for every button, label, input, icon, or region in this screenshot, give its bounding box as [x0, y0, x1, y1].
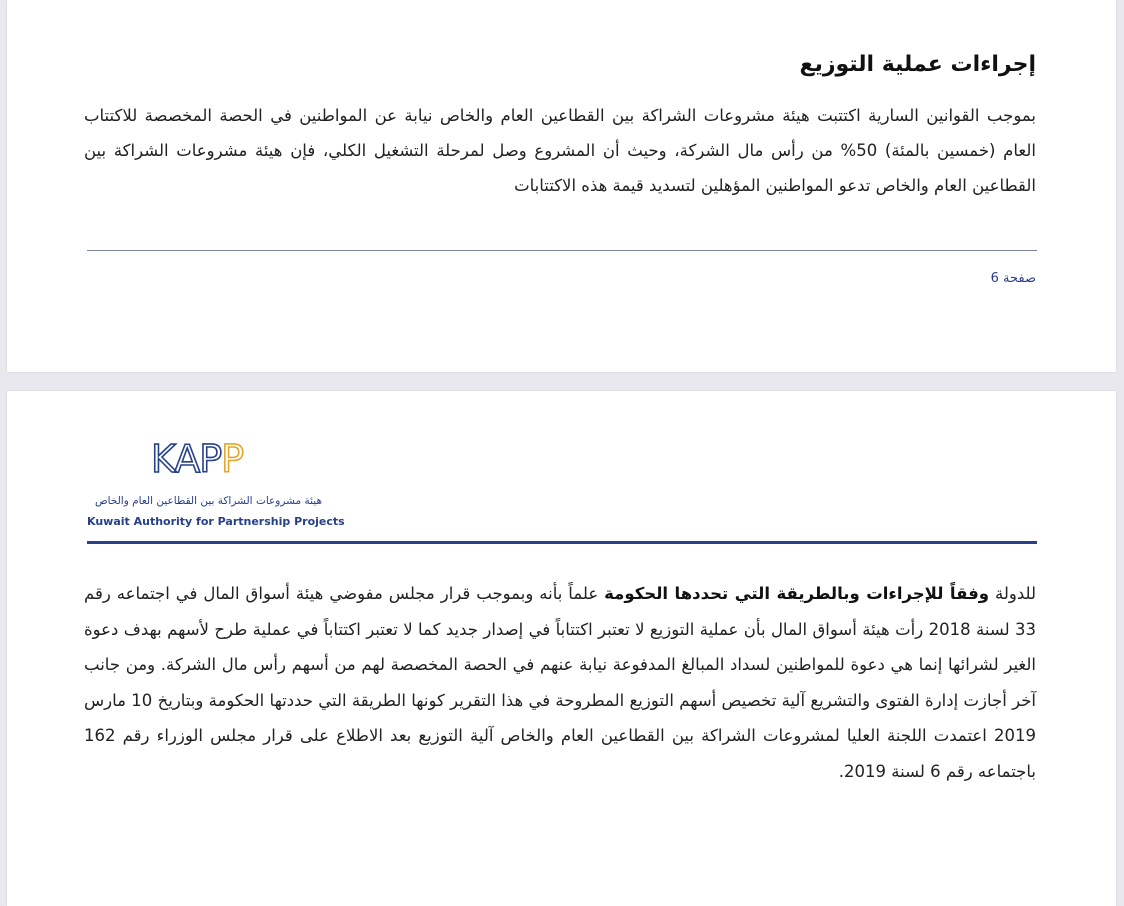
kapp-logo: [151, 437, 244, 481]
paragraph-start: للدولة: [989, 584, 1036, 603]
page-number: صفحة 6: [990, 271, 1036, 286]
body-paragraph: بموجب القوانين السارية اكتتبت هيئة مشروعات الشراكة بين القطاعين العام والخاص نيابة عن المواطنين في الحصة المخصصة للاكتتاب العام (خمسين بالمئة) 50% من رأس مال الشركة، وحيث أن المشروع وصل لمرحلة التشغيل الكلي، فإن هيئة مشروعات الشراكة بين القطاعين العام والخاص تدعو المواطنين المؤهلين لتسديد قيمة هذه الاكتتابات: [84, 106, 1036, 195]
header-divider: [87, 541, 1037, 544]
footer-divider: [87, 250, 1037, 251]
body-paragraph: [84, 576, 1036, 789]
section-heading: إجراءات عملية التوزيع: [799, 52, 1036, 77]
document-page-2: [7, 391, 1116, 906]
paragraph-rest: علماً بأنه وبموجب قرار مجلس مفوضي هيئة أسواق المال في اجتماعه رقم 33 لسنة 2018 رأت هيئة أسواق المال بأن عملية التوزيع لا تعتبر اكتتاباً في إصدار جديد كما لا تعتبر اكتتاباً في عملية طرح لأسهم بهدف دعوة الغير لشرائها إنما هي دعوة للمواطنين لسداد المبالغ المدفوعة نيابة عنهم في الحصة المخصصة لهم من أسهم رأس مال الشركة. ومن جانب آخر أجازت إدارة الفتوى والتشريع آلية تخصيص أسهم التوزيع المطروحة في هذا التقرير كونها الطريقة التي حددتها الحكومة وبتاريخ 10 مارس 2019 اعتمدت اللجنة العليا لمشروعات الشراكة بين القطاعين العام والخاص آلية التوزيع بعد الاطلاع على قرار مجلس الوزراء رقم 162 باجتماعه رقم 6 لسنة 2019.: [84, 584, 1036, 781]
organization-name-arabic: هيئة مشروعات الشراكة بين القطاعين العام والخاص: [94, 495, 322, 507]
organization-name-english: Kuwait Authority for Partnership Projects: [87, 515, 345, 528]
logo-letter-p: P: [221, 437, 244, 481]
document-page-1: [7, 0, 1116, 372]
paragraph-emphasis: وفقاً للإجراءات وبالطريقة التي تحددها الحكومة: [604, 584, 990, 603]
logo-letters-kap: KAP: [151, 437, 222, 481]
